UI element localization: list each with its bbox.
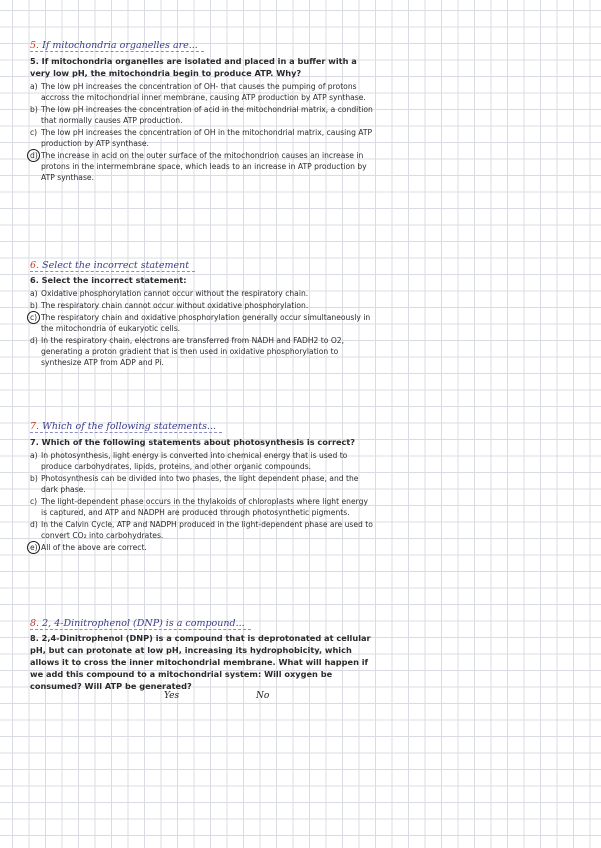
option-d-selected[interactable]: d) The increase in acid on the outer surface of the mitochondrion causes an increase in protons in the intermembrane space, which leads to an increase in ATP production by ATP synthase.: [30, 150, 375, 183]
handwritten-note-text: Select the incorrect statement: [42, 260, 190, 271]
option-b[interactable]: b) The low pH increases the concentration of acid in the mitochondrial matrix, a condition that normally causes ATP production.: [30, 105, 373, 125]
handwritten-note-q6: [30, 260, 195, 272]
option-a[interactable]: a) The low pH increases the concentration of OH- that causes the pumping of protons accross the mitochondrial inner membrane, causing ATP production by ATP synthase.: [30, 82, 366, 102]
option-a[interactable]: a) Oxidative phosphorylation cannot occur without the respiratory chain.: [30, 289, 309, 298]
handwritten-note-q8: [30, 618, 251, 630]
handwritten-answer-oxygen: Yes: [164, 691, 180, 701]
handwritten-answer-atp: No: [256, 691, 270, 701]
question-title: 6. Select the incorrect statement:: [30, 275, 187, 285]
question-5: [30, 55, 375, 184]
handwritten-note-text: Which of the following statements...: [42, 421, 217, 432]
handwritten-note-number: 6.: [30, 260, 40, 271]
question-title: 5. If mitochondria organelles are isolated and placed in a buffer with a very low pH, the mitochondria begin to produce ATP. Why?: [30, 56, 357, 78]
handwritten-note-text: If mitochondria organelles are...: [42, 40, 198, 51]
option-e-selected[interactable]: e) All of the above are correct.: [30, 542, 375, 553]
option-c[interactable]: c) The low pH increases the concentration of OH in the mitochondrial matrix, causing ATP production by ATP synthase.: [30, 128, 373, 148]
option-d[interactable]: d) In the respiratory chain, electrons are transferred from NADH and FADH2 to O2, generating a proton gradient that is then used in oxidative phosphorylation to synthesize ATP from ADP and Pi.: [30, 336, 345, 367]
answer-circle-mark: [27, 149, 40, 162]
option-c-selected[interactable]: c) The respiratory chain and oxidative phosphorylation generally occur simultaneously in the mitochondria of eukaryotic cells.: [30, 312, 375, 334]
handwritten-note-text: 2, 4-Dinitrophenol (DNP) is a compound...: [42, 618, 245, 629]
option-c[interactable]: c) The light-dependent phase occurs in the thylakoids of chloroplasts where light energy is captured, and ATP and NADPH are produced through photosynthetic pigments.: [30, 497, 368, 517]
option-b[interactable]: b) Photosynthesis can be divided into two phases, the light dependent phase, and the dark phase.: [30, 474, 359, 494]
question-title: 8. 2,4-Dinitrophenol (DNP) is a compound that is deprotonated at cellular pH, but can protonate at low pH, increasing its hydrophobicity, which allows it to cross the inner mitochondrial membrane. What will happen if we add this compound to a mitochondrial system: Will oxygen be consumed? Will ATP be generated?: [30, 633, 371, 691]
option-d[interactable]: d) In the Calvin Cycle, ATP and NADPH produced in the light-dependent phase are used to convert CO₂ into carbohydrates.: [30, 520, 373, 540]
handwritten-note-q5: [30, 40, 204, 52]
option-a[interactable]: a) In photosynthesis, light energy is converted into chemical energy that is used to produce carbohydrates, lipids, proteins, and other organic compounds.: [30, 451, 348, 471]
handwritten-note-number: 8.: [30, 618, 40, 629]
question-title: 7. Which of the following statements about photosynthesis is correct?: [30, 437, 356, 447]
handwritten-note-number: 7.: [30, 421, 40, 432]
question-7: [30, 436, 375, 554]
answer-circle-mark: [27, 311, 40, 324]
option-b[interactable]: b) The respiratory chain cannot occur without oxidative phosphorylation.: [30, 301, 309, 310]
question-6: [30, 274, 375, 369]
answer-circle-mark: [27, 541, 40, 554]
handwritten-note-number: 5.: [30, 40, 40, 51]
handwritten-note-q7: [30, 421, 222, 433]
question-8: [30, 632, 375, 694]
